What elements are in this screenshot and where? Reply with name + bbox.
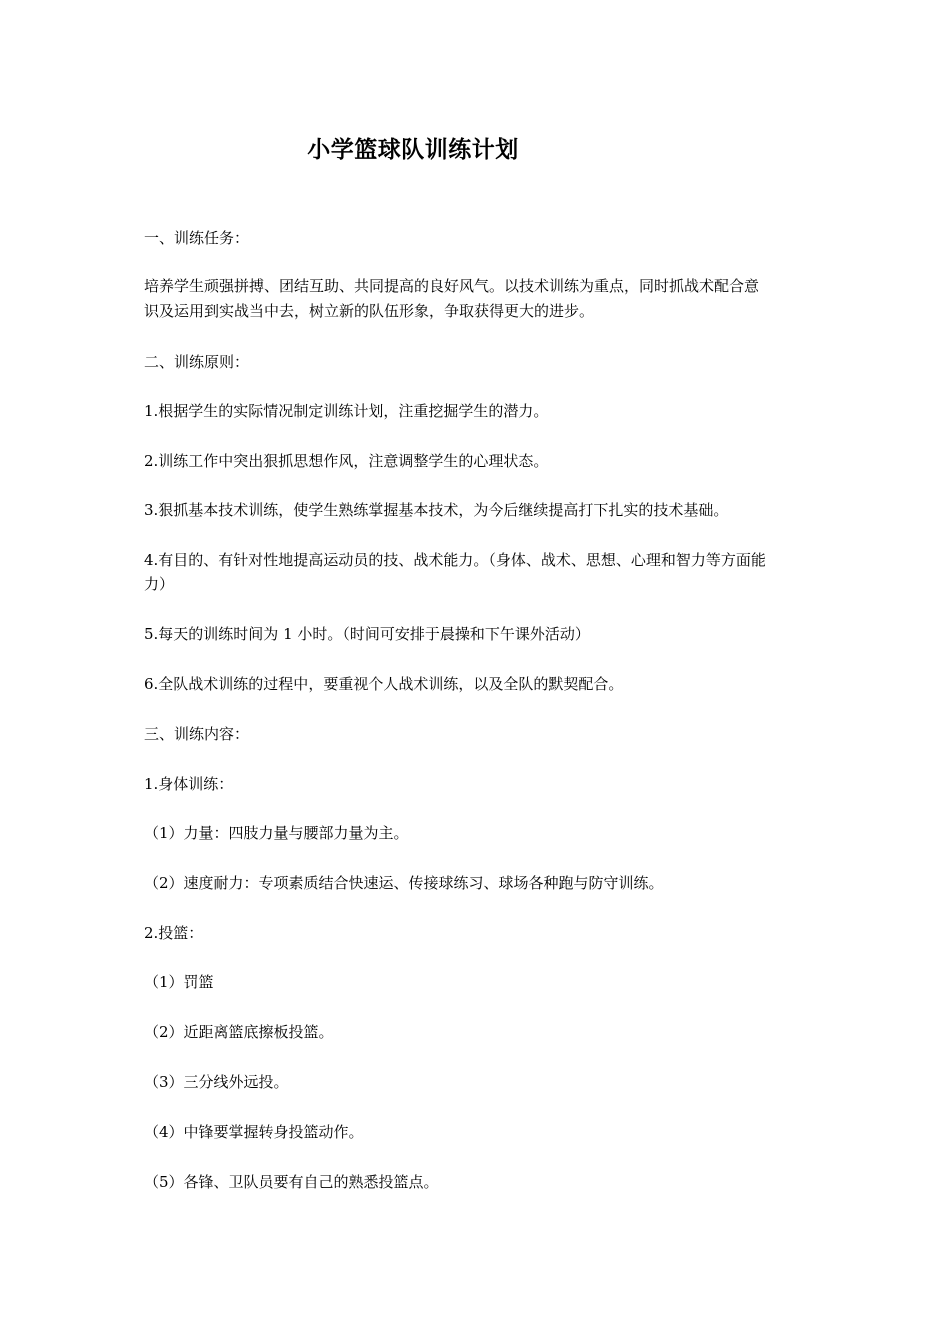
list-item: 1.根据学生的实际情况制定训练计划，注重挖掘学生的潜力。 <box>144 402 549 420</box>
list-item: （2）速度耐力：专项素质结合快速运、传接球练习、球场各种跑与防守训练。 <box>144 874 664 892</box>
list-item-continuation: 力） <box>144 575 175 593</box>
list-item: 5.每天的训练时间为 1 小时。（时间可安排于晨操和下午课外活动） <box>144 625 590 643</box>
list-item: （3）三分线外远投。 <box>144 1073 289 1091</box>
list-item: （5）各锋、卫队员要有自己的熟悉投篮点。 <box>144 1173 439 1191</box>
section-heading-tasks: 一、训练任务： <box>144 229 250 247</box>
paragraph-line: 识及运用到实战当中去，树立新的队伍形象，争取获得更大的进步。 <box>144 302 595 320</box>
list-item: （1）罚篮 <box>144 973 214 991</box>
subheading: 1.身体训练： <box>144 775 234 793</box>
list-item: （1）力量：四肢力量与腰部力量为主。 <box>144 824 409 842</box>
list-item: （2）近距离篮底擦板投篮。 <box>144 1023 334 1041</box>
section-heading-principles: 二、训练原则： <box>144 353 250 371</box>
subheading: 2.投篮： <box>144 924 204 942</box>
list-item: 2.训练工作中突出狠抓思想作风，注意调整学生的心理状态。 <box>144 452 549 470</box>
paragraph-line: 培养学生顽强拼搏、团结互助、共同提高的良好风气。以技术训练为重点，同时抓战术配合意 <box>144 277 760 295</box>
list-item: （4）中锋要掌握转身投篮动作。 <box>144 1123 364 1141</box>
section-heading-content: 三、训练内容： <box>144 725 250 743</box>
document-title: 小学篮球队训练计划 <box>307 136 519 163</box>
list-item: 6.全队战术训练的过程中，要重视个人战术训练，以及全队的默契配合。 <box>144 675 624 693</box>
list-item: 4.有目的、有针对性地提高运动员的技、战术能力。（身体、战术、思想、心理和智力等方面能 <box>144 551 766 569</box>
list-item: 3.狠抓基本技术训练，使学生熟练掌握基本技术，为今后继续提高打下扎实的技术基础。 <box>144 501 729 519</box>
